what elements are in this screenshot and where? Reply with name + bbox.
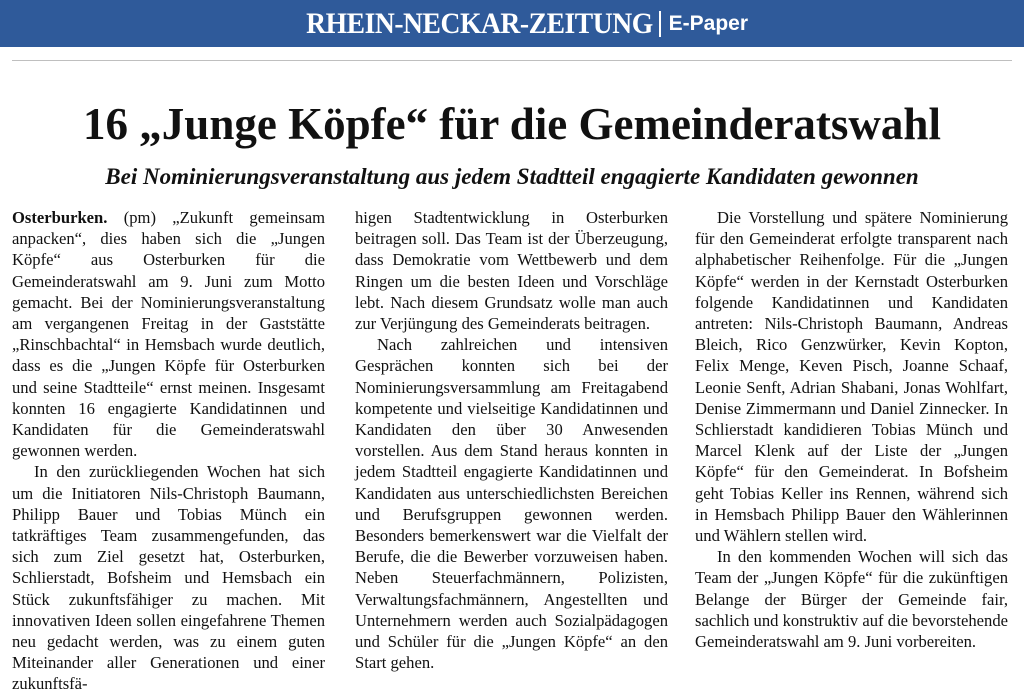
- header-divider: [12, 60, 1012, 61]
- brand-name: RHEIN-NECKAR-ZEITUNG: [306, 6, 653, 40]
- brand-separator: [659, 11, 661, 37]
- column-3-paragraph-1: Die Vorstellung und spätere Nominierung für den Gemeinderat erfolgte transparent nach alphabetischer Reihenfolge. Für die „Jungen Köpfe“ werden in der Kernstadt Osterburken folgende Kandidatinnen und Kandidaten antreten: Nils-Christoph Baumann, Andreas Bleich, Rico Genzwürker, Kevin Kopton, Felix Menge, Keven Pisch, Joanne Schaaf, Leonie Senft, Adrian Shabani, Jonas Wohlfart, Denise Zimmermann und Daniel Zinnecker. In Schlierstadt kandidieren Tobias Münch und Marcel Klenk auf der Liste der „Jungen Köpfe“ für den Gemeinderat. In Bofsheim geht Tobias Keller ins Rennen, während sich in Hemsbach Philipp Bauer den Wählerinnen und Wählern stellen wird.: [695, 208, 1008, 546]
- article-subheadline: Bei Nominierungsveranstaltung aus jedem Stadtteil engagierte Kandidaten gewonnen: [105, 164, 919, 189]
- column-2-paragraph-2: Nach zahlreichen und intensiven Gesprächen konnten sich bei der Nominierungsversammlung am Freitagabend kompetente und vielseitige Kandidatinnen und Kandidaten den über 30 Anwesenden vorstellen. Aus dem Stand heraus konnten in jedem Stadtteil engagierte Kandidatinnen und Kandidaten aus unterschiedlichsten Bereichen und Berufsgruppen gewonnen werden. Besonders bemerkenswert war die Vielfalt der Berufe, die die Bewerber vorzuweisen haben. Neben Steuerfachmännern, Polizisten, Verwaltungsfachmännern, Angestellten und Unternehmern werden auch Sozialpädagogen und Schüler für die „Jungen Köpfe“ an den Start gehen.: [355, 335, 668, 673]
- article-column-1: [12, 207, 325, 695]
- column-1-paragraph-1-text: (pm) „Zukunft gemeinsam anpacken“, dies haben sich die „Jungen Köpfe“ aus Osterburken für die Gemeinderatswahl am 9. Juni zum Motto gemacht. Bei der Nominierungsveranstaltung am vergangenen Freitag in der Gaststätte „Rinschbachtal“ in Hemsbach wurde deutlich, dass es die „Jungen Köpfe für Osterburken und seine Stadtteile“ ernst meinen. Insgesamt konnten 16 engagierte Kandidatinnen und Kandidaten für die Gemeinderatswahl gewonnen werden.: [12, 208, 325, 461]
- article-column-2: [355, 207, 668, 673]
- brand-subtitle: E-Paper: [668, 11, 749, 35]
- article-column-3: [695, 207, 1008, 652]
- column-1-paragraph-2: In den zurückliegenden Wochen hat sich um die Initiatoren Nils-Christoph Baumann, Philipp Bauer und Tobias Münch ein tatkräftiges Team zusammengefunden, das sich zum Ziel gesetzt hat, Osterburken, Schlierstadt, Bofsheim und Hemsbach ein Stück zukunftsfähiger zu machen. Mit innovativen Ideen sollen eingefahrene Themen neu gedacht werden, was zu einem guten Miteinander aller Generationen und einer zukunftsfä-: [12, 462, 325, 694]
- column-1-paragraph-1: [12, 207, 325, 461]
- brand-logo[interactable]: [276, 7, 748, 41]
- epaper-header-bar: [0, 0, 1024, 47]
- column-2-paragraph-1: higen Stadtentwicklung in Osterburken beitragen soll. Das Team ist der Überzeugung, dass Demokratie vom Wettbewerb und dem Ringen um die besten Ideen und Vorschläge lebt. Nach diesem Grundsatz wolle man auch zur Verjüngung des Gemeinderats beitragen.: [355, 208, 668, 334]
- dateline: Osterburken.: [12, 208, 108, 227]
- column-3-paragraph-2: In den kommenden Wochen will sich das Team der „Jungen Köpfe“ für die zukünftigen Belange der Bürger der Gemeinde fair, sachlich und konstruktiv auf die bevorstehende Gemeinderatswahl am 9. Juni vorbereiten.: [695, 547, 1008, 652]
- article-headline: 16 „Junge Köpfe“ für die Gemeinderatswahl: [83, 99, 941, 149]
